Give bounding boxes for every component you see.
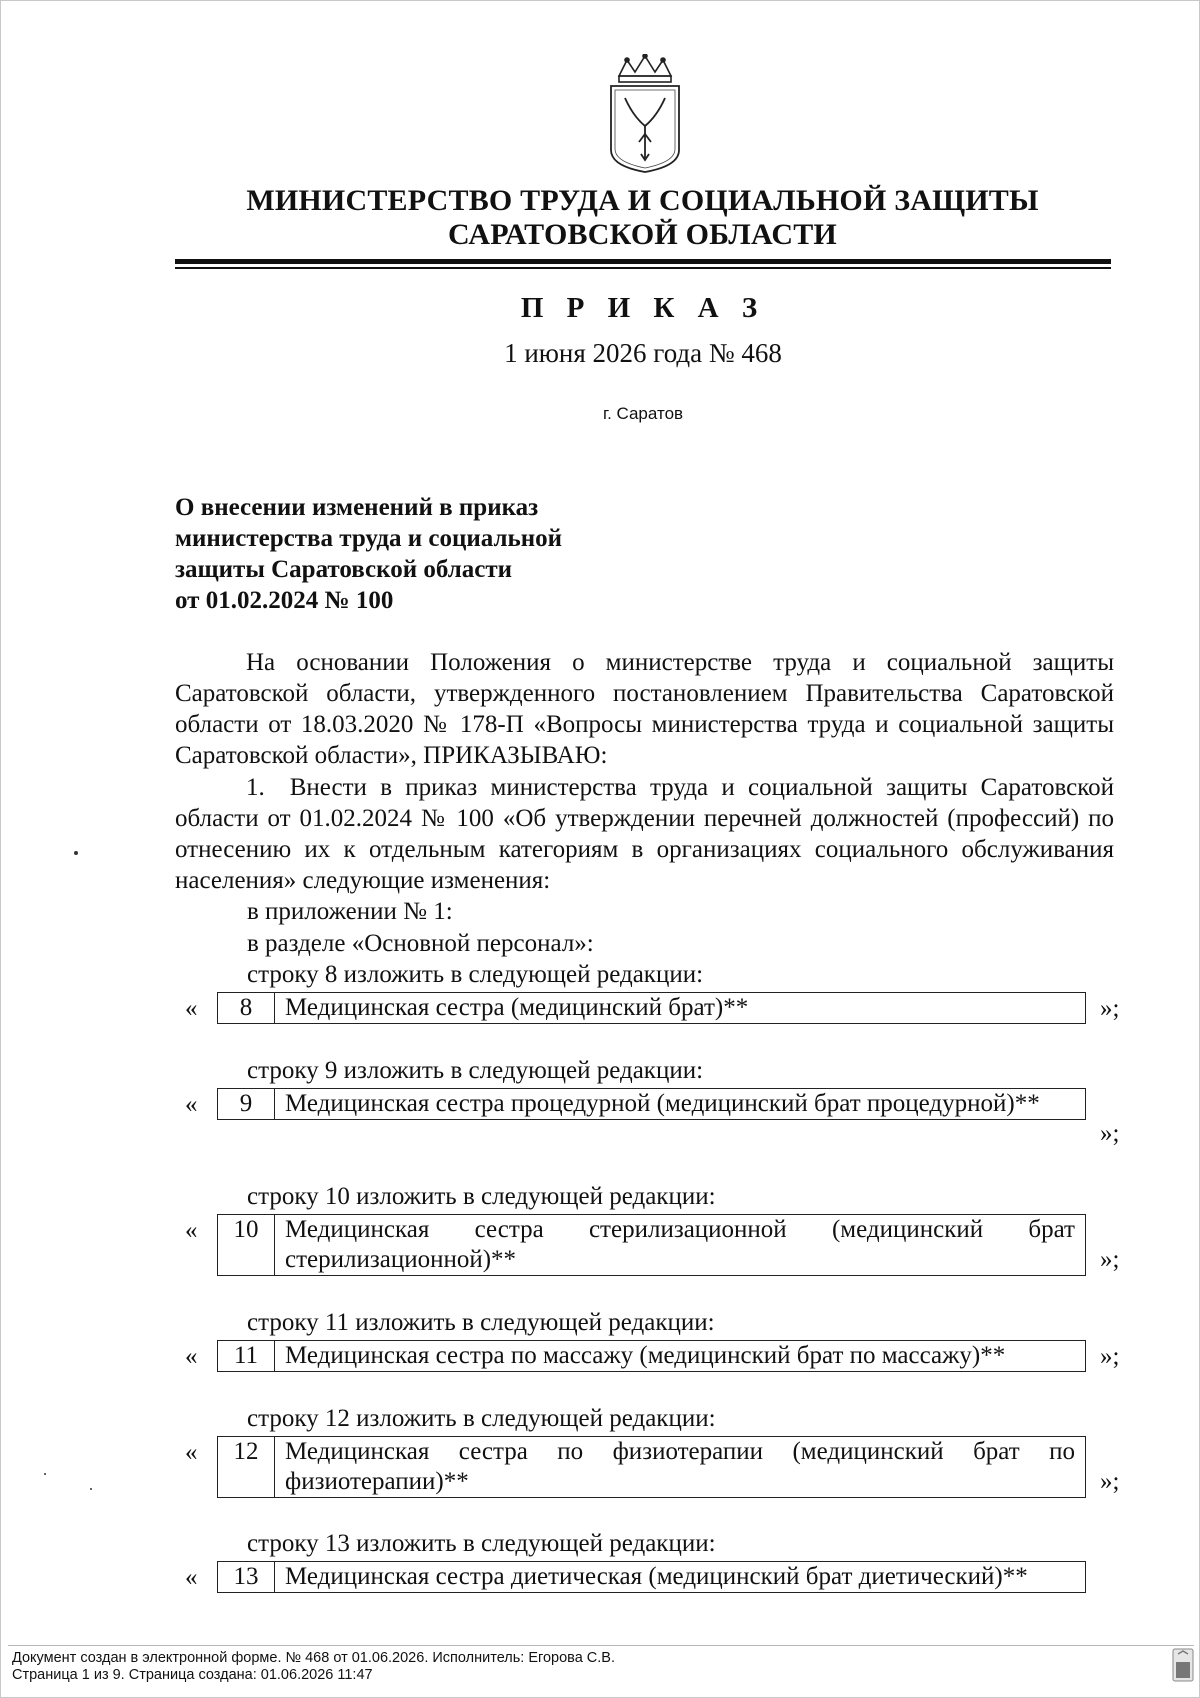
body-paragraph-basis: На основании Положения о министерстве труда и социальной защиты Саратовской области, утвержденного постановлением Правительства Саратовской области от 18.03.2020 № 178-П «Вопросы министерства труда и социальной защиты Саратовской области», ПРИКАЗЫВАЮ: [175,649,1114,769]
order-city: г. Саратов [602,404,684,423]
table-row [217,1340,1086,1372]
close-quote: »; [1100,1468,1120,1495]
table-row [217,1088,1086,1120]
order-subject-line: О внесении изменений в приказ [175,494,539,521]
row-position-text: Медицинская сестра по массажу (медицинский брат по массажу)** [285,1342,1006,1369]
table-row [217,1561,1086,1593]
open-quote: « [185,1343,198,1370]
table-row [217,1214,1086,1276]
row-position-text: Медицинская сестра процедурной (медицинский брат процедурной)** [285,1090,1040,1117]
row-heading: строку 12 изложить в следующей редакции: [247,1405,716,1432]
table-row [217,992,1086,1024]
order-subject-line: от 01.02.2024 № 100 [175,587,394,614]
row-heading: строку 9 изложить в следующей редакции: [247,1057,704,1084]
header-divider-thin [175,267,1111,269]
row-heading: строку 13 изложить в следующей редакции: [247,1530,716,1557]
scan-speck [90,1488,92,1490]
open-quote: « [185,1439,198,1466]
open-quote: « [185,995,198,1022]
order-subject [175,492,735,616]
footer-line: Документ создан в электронной форме. № 468 от 01.06.2026. Исполнитель: Егорова С.В. [12,1650,616,1666]
row-number: 10 [218,1215,275,1275]
row-heading: строку 10 изложить в следующей редакции: [247,1183,716,1210]
footer-divider [8,1645,1194,1646]
close-quote: »; [1100,1343,1120,1370]
row-heading: строку 8 изложить в следующей редакции: [247,961,704,988]
section-line: в разделе «Основной персонал»: [247,930,594,957]
row-number: 13 [218,1562,275,1592]
close-quote: »; [1100,1246,1120,1273]
body-paragraph-item-1: 1. Внести в приказ министерства труда и социальной защиты Саратовской области от 01.02.2024 № 100 «Об утверждении перечней должностей (профессий) по отнесению их к отдельным категориям в организациях социального обслуживания населения» следующие изменения: [175,774,1114,894]
scan-speck [74,851,78,855]
row-number: 11 [218,1341,275,1371]
electronic-document-footer [12,1650,615,1684]
order-title: П Р И К А З [520,292,766,324]
open-quote: « [185,1217,198,1244]
open-quote: « [185,1091,198,1118]
scan-speck [44,1473,46,1475]
row-heading: строку 11 изложить в следующей редакции: [247,1309,715,1336]
signature-stamp-icon [1172,1648,1194,1682]
row-position-text: Медицинская сестра по физиотерапии (медицинский брат по физиотерапии)** [285,1438,1075,1495]
order-date: 1 июня 2026 года № 468 [504,338,782,368]
row-number: 12 [218,1437,275,1497]
open-quote: « [185,1564,198,1591]
ministry-name-line1: МИНИСТЕРСТВО ТРУДА И СОЦИАЛЬНОЙ ЗАЩИТЫ [246,184,1039,217]
row-position-text: Медицинская сестра диетическая (медицинский брат диетический)** [285,1563,1028,1590]
row-number: 9 [218,1089,275,1119]
table-row [217,1436,1086,1498]
close-quote: »; [1100,1120,1120,1147]
row-position-text: Медицинская сестра (медицинский брат)** [285,994,749,1021]
close-quote: »; [1100,995,1120,1022]
ministry-name [175,184,1110,252]
footer-line: Страница 1 из 9. Страница создана: 01.06.2026 11:47 [12,1667,373,1683]
order-subject-line: защиты Саратовской области [175,556,513,583]
header-divider-thick [175,259,1111,264]
row-position-text: Медицинская сестра стерилизационной (медицинский брат стерилизационной)** [285,1216,1075,1273]
ministry-name-line2: САРАТОВСКОЙ ОБЛАСТИ [448,218,837,251]
appendix-line: в приложении № 1: [247,898,453,925]
saratov-coat-of-arms-icon [605,54,685,176]
row-number: 8 [218,993,275,1023]
order-subject-line: министерства труда и социальной [175,525,563,552]
